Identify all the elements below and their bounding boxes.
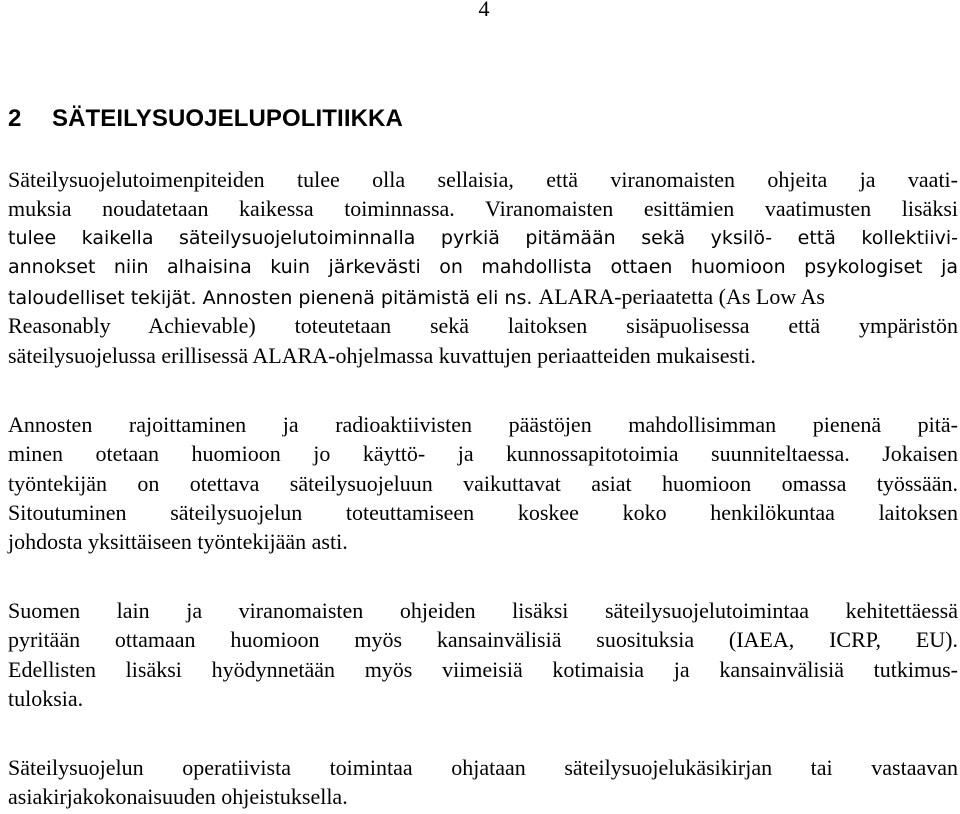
paragraph-line: tuloksia. (8, 685, 84, 711)
paragraph-operational-guidance (8, 753, 958, 812)
paragraph-line: Säteilysuojelun operatiivista toimintaa ohjataan säteilysuojelukäsikirjan tai vastaavan (8, 755, 958, 780)
section-title: SÄTEILYSUOJELUPOLITIIKKA (52, 105, 403, 132)
page-number: 4 (478, 0, 490, 21)
paragraph-dose-limitation (8, 410, 958, 556)
paragraph-line: minen otetaan huomioon jo käyttö- ja kunnossapitotoimia suunniteltaessa. Jokaisen (8, 441, 958, 467)
paragraph-line: tulee kaikella säteilysuojelutoiminnalla pyrkiä pitämään sekä yksilö- että kollektiivi- (8, 226, 958, 249)
paragraph-line: Annosten rajoittaminen ja radioaktiivisten päästöjen mahdollisimman pienenä pitä- (8, 412, 958, 437)
paragraph-line: Sitoutuminen säteilysuojelun toteuttamiseen koskee koko henkilökuntaa laitoksen (8, 499, 958, 525)
paragraph-line: muksia noudatetaan kaikessa toiminnassa. Viranomaisten esittämien vaatimusten lisäksi (8, 196, 958, 222)
paragraph-recommendations (8, 596, 958, 713)
paragraph-line-part: ALARA-periaatetta (As Low As (538, 284, 825, 310)
paragraph-line: johdosta yksittäiseen työntekijään asti. (8, 529, 348, 555)
paragraph-line: työntekijän on otettava säteilysuojeluun vaikuttavat asiat huomioon omassa työssään. (8, 470, 958, 496)
paragraph-line: säteilysuojelussa erillisessä ALARA-ohjelmassa kuvattujen periaatteiden mukaisesti. (8, 342, 756, 368)
paragraph-line: Reasonably Achievable) toteutetaan sekä laitoksen sisäpuolisessa että ympäristön (8, 313, 958, 339)
paragraph-line: Edellisten lisäksi hyödynnetään myös viimeisiä kotimaisia ja kansainvälisiä tutkimus- (8, 656, 958, 682)
paragraph-line: pyritään ottamaan huomioon myös kansainvälisiä suosituksia (IAEA, ICRP, EU). (8, 627, 958, 653)
paragraph-radiation-policy (8, 165, 958, 370)
paragraph-line: annokset niin alhaisina kuin järkevästi on mahdollista ottaen huomioon psykologiset ja (8, 255, 958, 278)
section-heading (8, 104, 403, 134)
paragraph-line-mixed (8, 282, 958, 311)
paragraph-line: asiakirjakokonaisuuden ohjeistuksella. (8, 784, 348, 810)
paragraph-line-part: taloudelliset tekijät. Annosten pienenä pitämistä eli ns. (8, 287, 539, 310)
paragraph-line: Suomen lain ja viranomaisten ohjeiden lisäksi säteilysuojelutoimintaa kehitettäessä (8, 598, 958, 623)
section-number: 2 (8, 105, 22, 132)
paragraph-line: Säteilysuojelutoimenpiteiden tulee olla sellaisia, että viranomaisten ohjeita ja vaati- (8, 167, 958, 192)
